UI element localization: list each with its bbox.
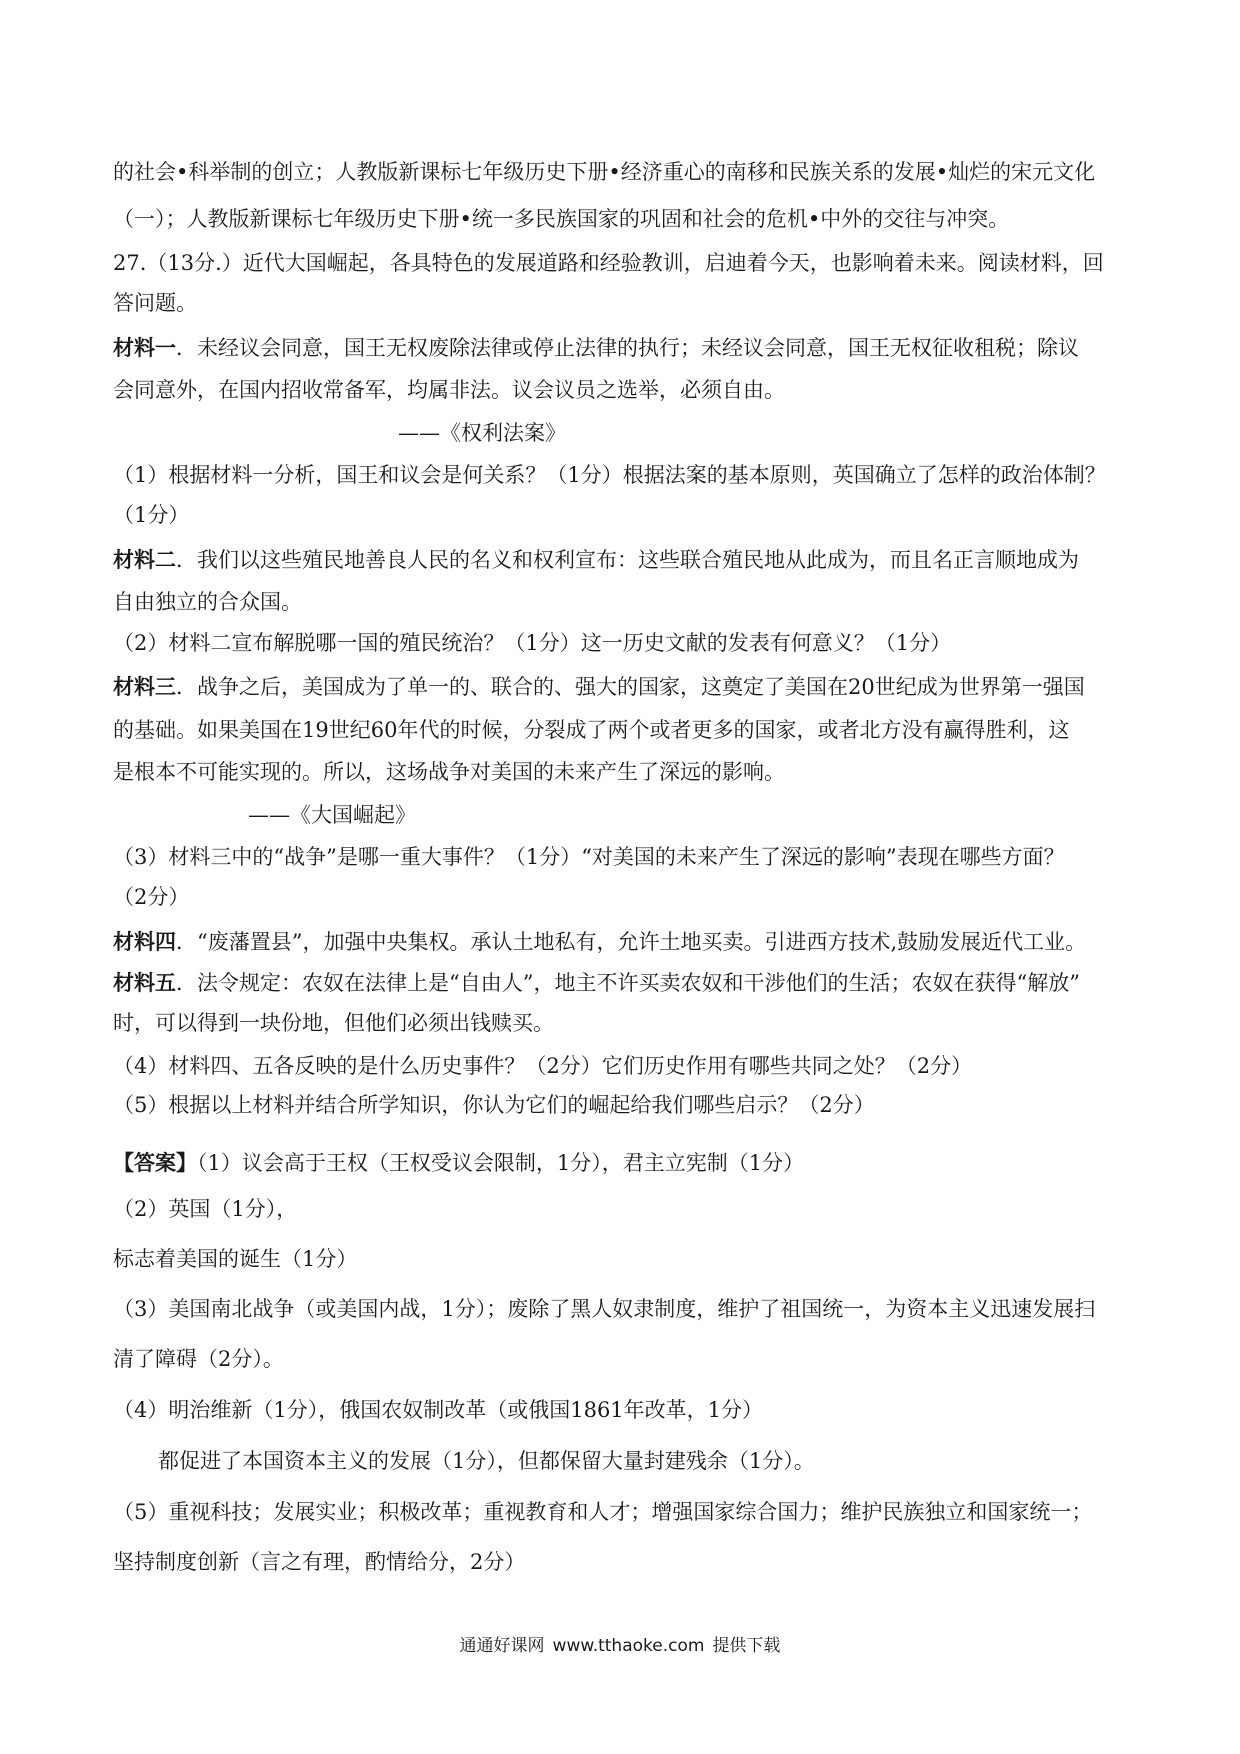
material-three-line-3: 是根本不可能实现的。所以，这场战争对美国的未来产生了深远的影响。 xyxy=(113,760,785,784)
answer-3-line-2: 清了障碍（2分）。 xyxy=(113,1347,284,1371)
answer-4-line-2: 都促进了本国资本主义的发展（1分），但都保留大量封建残余（1分）。 xyxy=(158,1449,815,1473)
material-three-line-1 xyxy=(113,672,1133,702)
material-three-label: 材料三 xyxy=(113,674,176,699)
question-stem-line-2: 答问题。 xyxy=(113,291,197,315)
material-four-label: 材料四 xyxy=(113,929,176,954)
material-one-line-2: 会同意外，在国内招收常备军，均属非法。议会议员之选举，必须自由。 xyxy=(113,378,785,402)
material-one-label: 材料一 xyxy=(113,335,176,360)
answer-5-line-2: 坚持制度创新（言之有理，酌情给分，2分） xyxy=(113,1550,526,1574)
intro-line-1: 的社会•科举制的创立；人教版新课标七年级历史下册•经济重心的南移和民族关系的发展•灿烂的宋元文化 xyxy=(113,160,1096,184)
material-two-label: 材料二 xyxy=(113,547,176,572)
sub-question-1-line-1: （1）根据材料一分析，国王和议会是何关系？（1分）根据法案的基本原则，英国确立了怎样的政治体制？ xyxy=(113,463,1106,487)
answer-line-1 xyxy=(113,1148,1133,1178)
material-two-line-2: 自由独立的合众国。 xyxy=(113,590,302,614)
material-two-text: ．我们以这些殖民地善良人民的名义和权利宣布：这些联合殖民地从此成为，而且名正言顺地成为 xyxy=(176,548,1079,572)
footer-url[interactable]: www.tthaoke.com xyxy=(552,1636,705,1656)
answer-2-line-2: 标志着美国的诞生（1分） xyxy=(113,1247,358,1271)
material-three-text: ．战争之后，美国成为了单一的、联合的、强大的国家，这奠定了美国在20世纪成为世界第一强国 xyxy=(176,675,1085,699)
material-five-text: ．法令规定：农奴在法律上是“自由人”，地主不许买卖农奴和干涉他们的生活；农奴在获得“解放” xyxy=(176,971,1080,995)
sub-question-3-line-2: （2分） xyxy=(113,885,190,909)
material-four-text: ．“废藩置县”，加强中央集权。承认土地私有，允许土地买卖。引进西方技术,鼓励发展近代工业。 xyxy=(176,930,1087,954)
material-five-line-2: 时，可以得到一块份地，但他们必须出钱赎买。 xyxy=(113,1011,554,1035)
answer-2-line-1: （2）英国（1分）， xyxy=(113,1197,298,1221)
material-one-text: ．未经议会同意，国王无权废除法律或停止法律的执行；未经议会同意，国王无权征收租税；除议 xyxy=(176,336,1079,360)
answer-5-line-1: （5）重视科技；发展实业；积极改革；重视教育和人才；增强国家综合国力；维护民族独立和国家统一； xyxy=(113,1500,1093,1524)
answer-label: 【答案】 xyxy=(113,1150,197,1175)
footer-suffix: 提供下载 xyxy=(712,1636,781,1656)
sub-question-4: （4）材料四、五各反映的是什么历史事件？（2分）它们历史作用有哪些共同之处？（2分） xyxy=(113,1054,973,1078)
sub-question-3-line-1: （3）材料三中的“战争”是哪一重大事件？（1分）“对美国的未来产生了深远的影响”表现在哪些方面？ xyxy=(113,845,1065,869)
material-four-line xyxy=(113,927,1133,957)
sub-question-5: （5）根据以上材料并结合所学知识，你认为它们的崛起给我们哪些启示？（2分） xyxy=(113,1093,875,1117)
footer-site-name: 通通好课网 xyxy=(459,1636,545,1656)
intro-line-2: （一）；人教版新课标七年级历史下册•统一多民族国家的巩固和社会的危机•中外的交往与冲突。 xyxy=(113,207,1010,231)
answer-1-text: （1）议会高于王权（王权受议会限制，1分），君主立宪制（1分） xyxy=(197,1151,805,1175)
material-one-source: ——《权利法案》 xyxy=(398,421,566,445)
material-three-source: ——《大国崛起》 xyxy=(248,803,416,827)
material-two-line-1 xyxy=(113,545,1133,575)
answer-3-line-1: （3）美国南北战争（或美国内战，1分）；废除了黑人奴隶制度，维护了祖国统一，为资本主义迅速发展扫 xyxy=(113,1297,1096,1321)
material-one-line-1 xyxy=(113,333,1133,363)
material-five-label: 材料五 xyxy=(113,970,176,995)
sub-question-1-line-2: （1分） xyxy=(113,503,190,527)
material-three-line-2: 的基础。如果美国在19世纪60年代的时候，分裂成了两个或者更多的国家，或者北方没有赢得胜利，这 xyxy=(113,718,1070,742)
question-stem-line-1: 27.（13分.）近代大国崛起，各具特色的发展道路和经验教训，启迪着今天，也影响着未来。阅读材料，回 xyxy=(113,251,1104,275)
answer-4-line-1: （4）明治维新（1分），俄国农奴制改革（或俄国1861年改革，1分） xyxy=(113,1398,764,1422)
sub-question-2: （2）材料二宣布解脱哪一国的殖民统治？（1分）这一历史文献的发表有何意义？（1分） xyxy=(113,631,952,655)
material-five-line-1 xyxy=(113,968,1133,998)
page-footer xyxy=(0,1634,1240,1658)
